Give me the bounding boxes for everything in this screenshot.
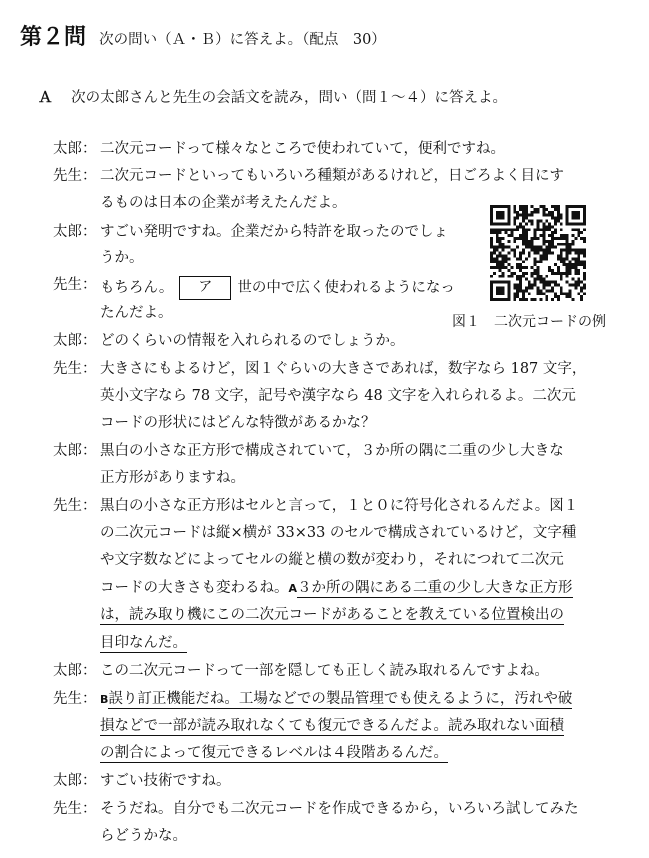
dialogue-text: コードの大きさも変わるね。: [100, 580, 289, 596]
underlined-text-b: 誤り訂正機能だね。工場などでの製品管理でも使えるように，汚れや破: [108, 691, 573, 707]
speaker-taro: 太郎：: [53, 224, 97, 240]
dialogue-line: コードの形状にはどんな特徴があるかな？: [100, 415, 376, 431]
dialogue-line: すごい発明ですね。企業だから特許を取ったのでしょ: [100, 224, 448, 240]
dialogue-line: たんだよ。: [100, 305, 173, 321]
speaker-taro: 太郎：: [53, 663, 97, 679]
dialogue-line: [100, 744, 448, 762]
speaker-teacher: 先生：: [53, 801, 97, 817]
dialogue-line: 二次元コードって様々なところで使われていて，便利ですね。: [100, 141, 505, 157]
dialogue-line: この二次元コードって一部を隠しても正しく読み取れるんですよね。: [100, 663, 549, 679]
answer-blank-a: ア: [179, 276, 231, 300]
dialogue-line: 黒白の小さな正方形はセルと言って，１と０に符号化されるんだよ。図１: [100, 498, 579, 514]
dialogue-text: 世の中で広く使われるようになっ: [237, 280, 455, 296]
dialogue-line: すごい技術ですね。: [100, 773, 231, 789]
dialogue-line: [100, 634, 187, 652]
dialogue-line: 英小文字なら 78 文字，記号や漢字なら 48 文字を入れられるよ。二次元: [100, 388, 576, 404]
dialogue-line: るものは日本の企業が考えたんだよ。: [100, 195, 347, 211]
dialogue-line: の二次元コードは縦×横が 33×33 のセルで構成されているけど，文字種: [100, 525, 577, 541]
speaker-teacher: 先生：: [53, 361, 97, 377]
speaker-teacher: 先生：: [53, 498, 97, 514]
speaker-taro: 太郎：: [53, 141, 97, 157]
underlined-text-a: 目印なんだ。: [100, 635, 187, 651]
dialogue-line: 二次元コードといってもいろいろ種類があるけれど，日ごろよく目にす: [100, 168, 564, 184]
dialogue-line: [100, 579, 573, 598]
dialogue-line: [100, 717, 564, 735]
dialogue-line: そうだね。自分でも二次元コードを作成できるから，いろいろ試してみた: [100, 801, 579, 817]
dialogue-line: [100, 606, 564, 624]
speaker-teacher: 先生：: [53, 168, 97, 184]
speaker-teacher: 先生：: [53, 691, 97, 707]
section-heading: [38, 86, 507, 107]
qr-code-icon: [490, 205, 586, 301]
section-letter: Ａ: [38, 90, 53, 106]
dialogue-text: もちろん。: [100, 280, 174, 296]
dialogue-line: [100, 690, 572, 709]
dialogue-line: 大きさにもよるけど，図１ぐらいの大きさであれば，数字なら 187 文字，: [100, 361, 587, 377]
dialogue-line: 黒白の小さな正方形で構成されていて，３か所の隅に二重の少し大きな: [100, 443, 564, 459]
dialogue-line: うか。: [100, 250, 144, 266]
speaker-teacher: 先生：: [53, 277, 97, 293]
underlined-text-a: は，読み取り機にこの二次元コードがあることを教えている位置検出の: [100, 607, 564, 623]
dialogue-line: らどうかな。: [100, 828, 187, 844]
question-number: 第２問: [20, 25, 87, 50]
dialogue-line: 正方形がありますね。: [100, 470, 245, 486]
speaker-taro: 太郎：: [53, 773, 97, 789]
underlined-text-b: の割合によって復元できるレベルは４段階あるんだ。: [100, 745, 448, 761]
speaker-taro: 太郎：: [53, 443, 97, 459]
figure-caption: 図１ 二次元コードの例: [452, 314, 606, 330]
question-header: [20, 20, 386, 51]
dialogue-line: [100, 276, 455, 300]
underlined-text-a: ３か所の隅にある二重の少し大きな正方形: [297, 580, 573, 596]
underlined-text-b: 損などで一部が読み取れなくても復元できるんだよ。読み取れない面積: [100, 718, 564, 734]
section-instruction: 次の太郎さんと先生の会話文を読み，問い（問１～４）に答えよ。: [71, 90, 507, 106]
dialogue-line: や文字数などによってセルの縦と横の数が変わり，それにつれて二次元: [100, 552, 564, 568]
underline-marker-b: B: [100, 693, 109, 706]
underline-marker-a: A: [288, 582, 298, 595]
speaker-taro: 太郎：: [53, 333, 97, 349]
dialogue-line: どのくらいの情報を入れられるのでしょうか。: [100, 333, 405, 349]
question-instruction: 次の問い（Ａ・Ｂ）に答えよ。（配点 30）: [99, 32, 386, 48]
